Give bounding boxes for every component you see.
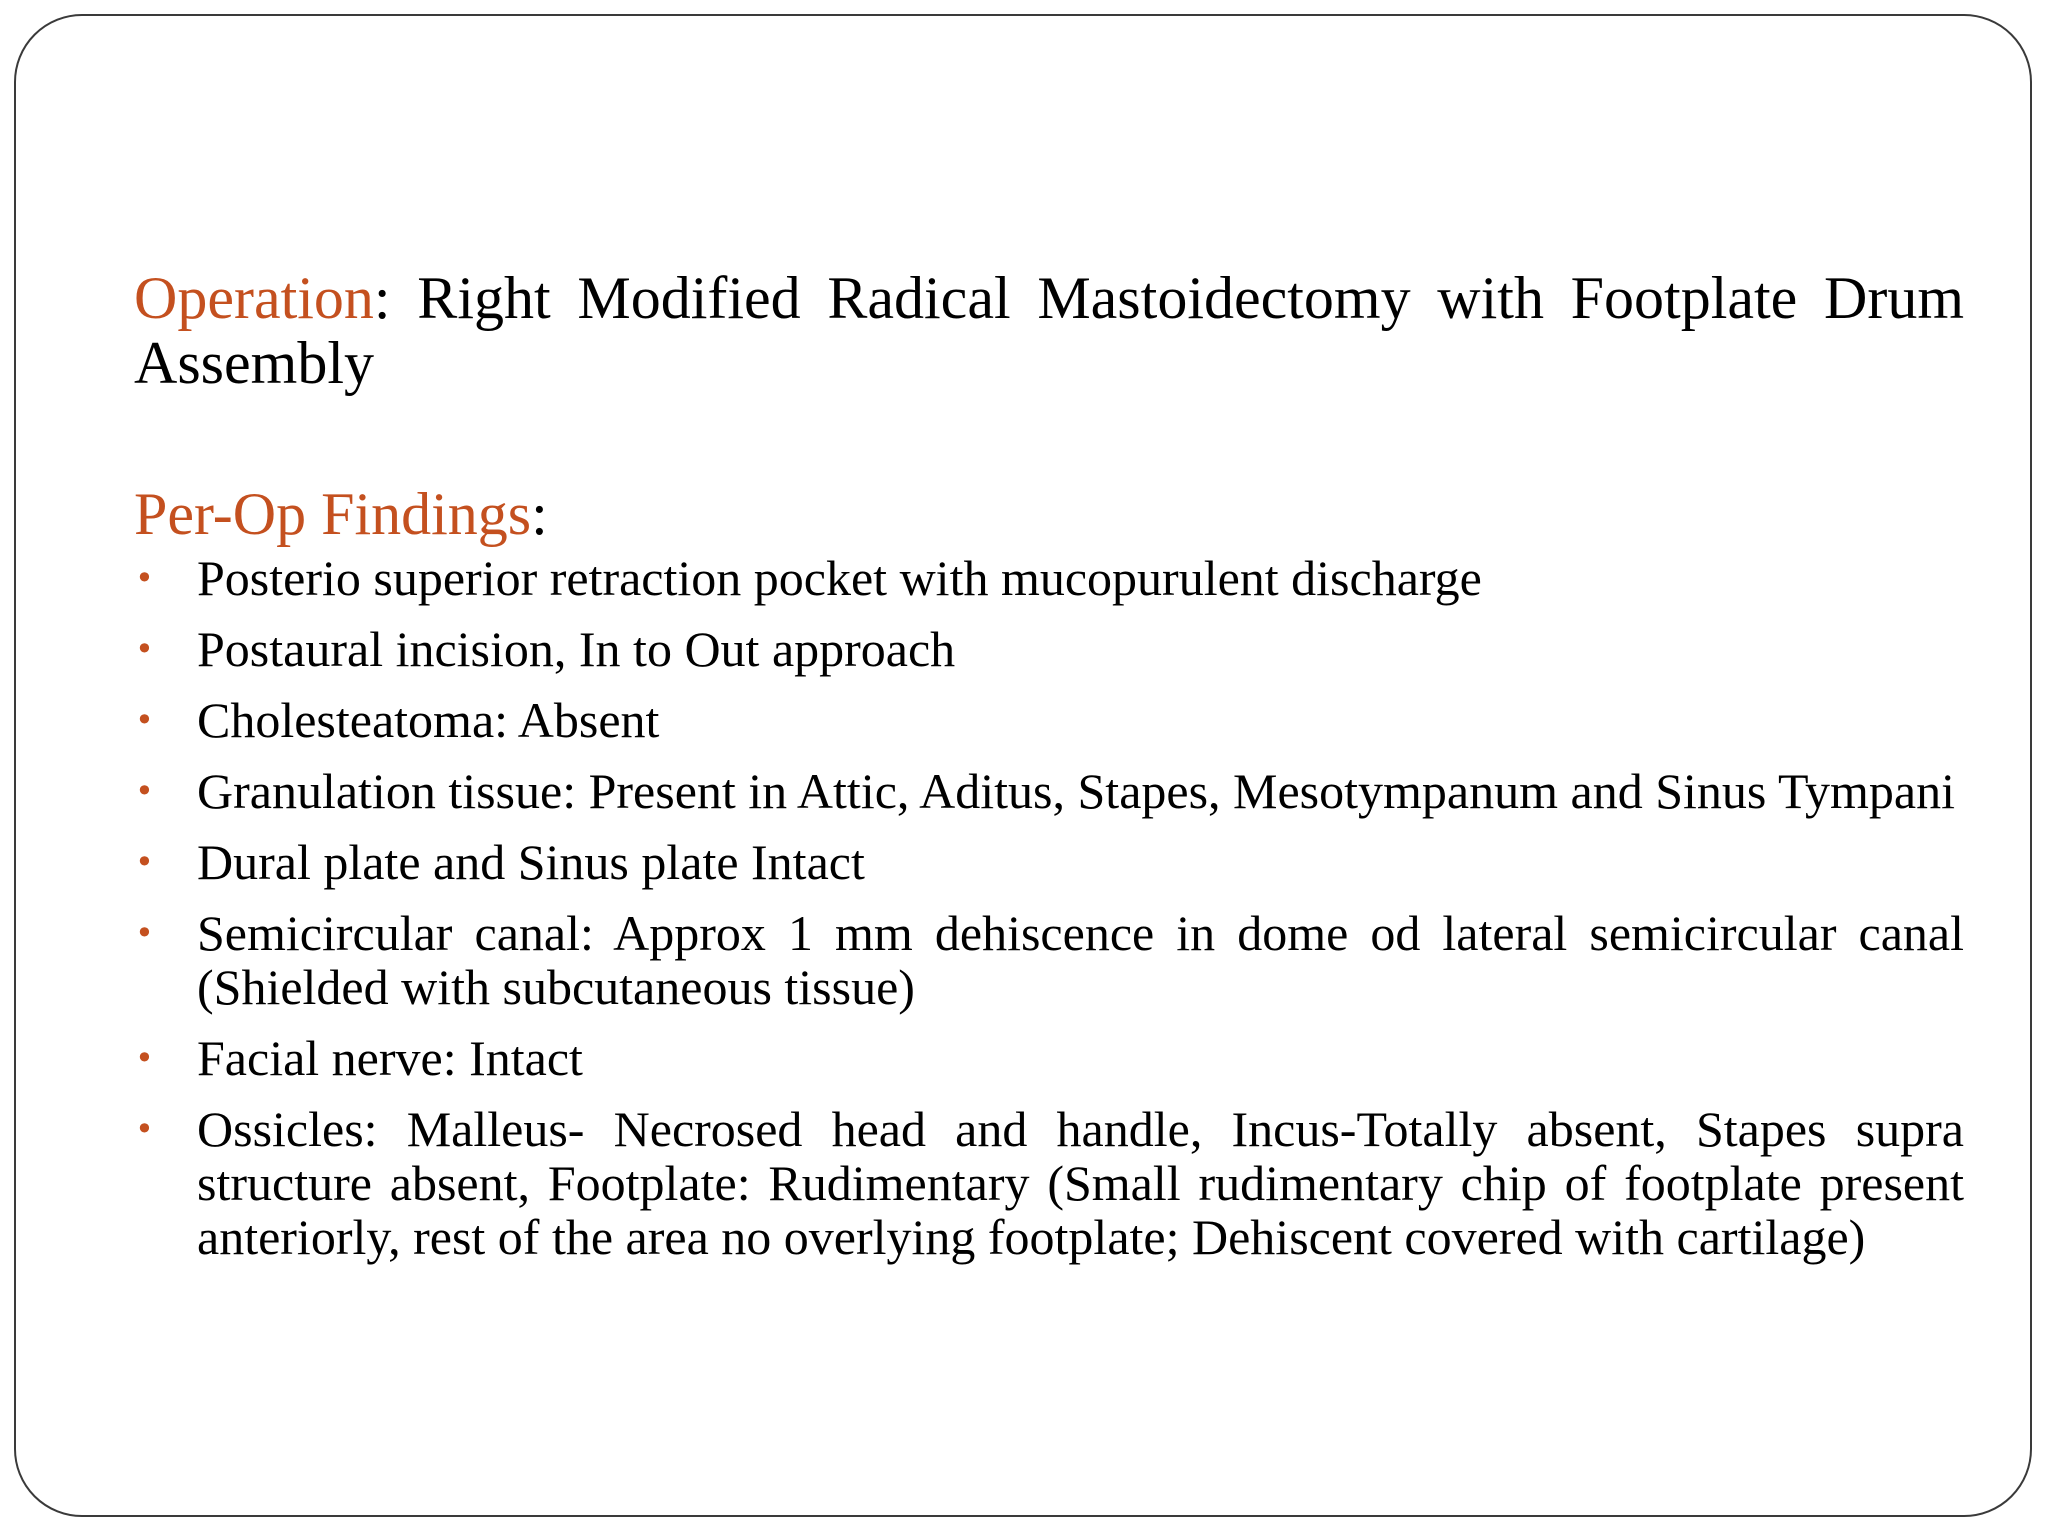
list-item-text: Postaural incision, In to Out approach [197, 621, 956, 677]
bullet-icon: • [135, 1039, 154, 1077]
list-item-text: Granulation tissue: Present in Attic, Aditus, Stapes, Mesotympanum and Sinus Tympani [197, 763, 1955, 819]
list-item [134, 764, 1964, 818]
bullet-icon: • [135, 772, 154, 810]
list-item [134, 1102, 1964, 1264]
list-item-text: Dural plate and Sinus plate Intact [197, 834, 865, 890]
list-item [134, 551, 1964, 605]
slide-frame [14, 14, 2032, 1517]
list-item-text: Posterio superior retraction pocket with mucopurulent discharge [197, 550, 1482, 606]
findings-heading [134, 482, 1964, 547]
list-item-text: Ossicles: Malleus- Necrosed head and handle, Incus-Totally absent, Stapes supra structure absent, Footplate: Rudimentary (Small rudimentary chip of footplate present anteriorly, rest of the area no overlying footplate; Dehiscent covered with cartilage) [197, 1101, 1964, 1265]
bullet-icon: • [135, 630, 154, 668]
list-item [134, 622, 1964, 676]
list-item-text: Cholesteatoma: Absent [197, 692, 660, 748]
findings-list [134, 551, 1964, 1264]
findings-label: Per-Op Findings [134, 481, 532, 547]
operation-heading [134, 266, 1964, 396]
bullet-icon: • [135, 559, 154, 597]
list-item [134, 835, 1964, 889]
bullet-icon: • [135, 1110, 154, 1148]
bullet-icon: • [135, 914, 154, 952]
slide-content [134, 266, 1964, 1281]
list-item [134, 1031, 1964, 1085]
operation-label: Operation [134, 265, 374, 331]
list-item [134, 693, 1964, 747]
findings-separator: : [531, 481, 548, 547]
operation-text: Right Modified Radical Mastoidectomy with Footplate Drum Assembly [134, 265, 1964, 396]
list-item-text: Facial nerve: Intact [197, 1030, 583, 1086]
operation-separator: : [373, 265, 391, 331]
bullet-icon: • [135, 701, 154, 739]
list-item [134, 906, 1964, 1014]
bullet-icon: • [135, 843, 154, 881]
list-item-text: Semicircular canal: Approx 1 mm dehiscence in dome od lateral semicircular canal (Shielded with subcutaneous tissue) [197, 905, 1964, 1015]
